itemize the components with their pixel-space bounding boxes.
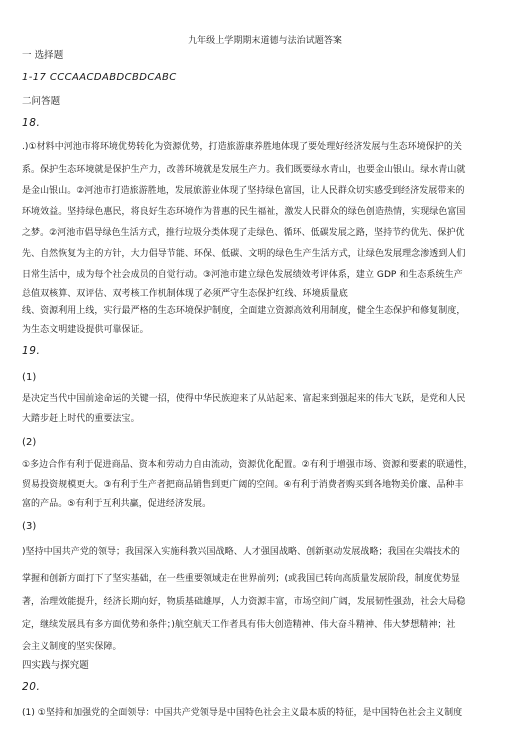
answer-20-line: (1) ①坚持和加强党的全面领导：中国共产党领导是中国特色社会主义最本质的特征，是中国特色社会主义制度 xyxy=(22,708,463,718)
question-number-19: 19. xyxy=(22,345,41,357)
section-heading-qa: 二问答题 xyxy=(22,96,61,107)
section-heading-choice: 一 选择题 xyxy=(22,50,64,61)
answer-18-line: 总值双核算、双评估、双考核工作机制体现了必须严守生态保护红线、环境质量底 xyxy=(22,289,348,299)
answer-18-line: .)①材料中河池市将环境优势转化为资源优势，打造旅游康养胜地体现了要处理好经济发展与生态环境保护的关 xyxy=(22,142,462,152)
sub-question-1: (1) xyxy=(22,372,37,383)
section-heading-practice: 四实践与探究题 xyxy=(22,660,89,671)
answer-19-line: 贸易投资规模更大。③有利于生产者把商品销售到更广阔的空间。④有利于消费者购买到各地物美价廉、品种丰 xyxy=(22,480,464,490)
answer-18-line: 之梦。②河池市倡导绿色生活方式，推行垃圾分类体现了走绿色、循环、低碳发展之路，坚持节约优先、保护优 xyxy=(22,228,465,238)
sub-question-2: (2) xyxy=(22,437,37,448)
choice-answers: 1-17 CCCAACDABDCBDCABC xyxy=(22,72,177,83)
answer-18-line: 系。保护生态环境就是保护生产力，改善环境就是发展生产力。我们既要绿水青山，也要金山银山。绿水青山就 xyxy=(22,165,466,175)
answer-19-line: ①多边合作有利于促进商品、资本和劳动力自由流动，资源优化配置。②有利于增强市场、资源和要素的联通性， xyxy=(22,460,473,470)
answer-19-line: 著，治理效能提升，经济长期向好，物质基础雄厚，人力资源丰富，市场空间广阔，发展韧性强劲，社会大局稳 xyxy=(22,597,466,607)
answer-18-line: 为生态文明建设提供可靠保证。 xyxy=(22,325,149,335)
page-title: 九年级上学期期末道德与法治试题答案 xyxy=(188,36,342,46)
answer-19-line: 富的产品。⑤有利于互利共赢，促进经济发展。 xyxy=(22,499,212,509)
sub-question-3: (3) xyxy=(22,521,37,532)
answer-18-line: 线、资源利用上线，实行最严格的生态环境保护制度，全面建立资源高效利用制度，健全生态保护和修复制度， xyxy=(22,306,466,316)
answer-18-line: 先、自然恢复为主的方针，大力倡导节能、环保、低碳、文明的绿色生产生活方式，让绿色发展理念渗透到人们 xyxy=(22,249,466,259)
answer-19-line: 会主义制度的坚实保障。 xyxy=(22,642,122,652)
question-number-20: 20. xyxy=(22,681,41,693)
answer-19-line: 大踏步赶上时代的重要法宝。 xyxy=(22,414,140,424)
answer-19-line: )坚持中国共产党的领导；我国深入实施科教兴国战略、人才强国战略、创新驱动发展战略；我国在尖端技术的 xyxy=(22,547,460,557)
question-number-18: 18. xyxy=(22,117,41,129)
answer-19-line: 定，继续发展具有多方面优势和条件；)航空航天工作者具有伟大创造精神、伟大奋斗精神、伟大梦想精神；社 xyxy=(22,620,456,630)
answer-18-line: 是金山银山。②河池市打造旅游胜地，发展旅游业体现了坚持绿色富国，让人民群众切实感受到经济发展带来的 xyxy=(22,186,465,196)
answer-18-line: 环境效益。坚持绿色惠民，将良好生态环境作为普惠的民生福祉，激发人民群众的绿色创造热情，实现绿色富国 xyxy=(22,207,466,217)
answer-18-line: 日常生活中，成为每个社会成员的自觉行动。③河池市建立绿色发展绩效考评体系，建立 GDP 和生态系统生产 xyxy=(22,270,463,280)
answer-19-line: 是决定当代中国前途命运的关键一招，使得中华民族迎来了从站起来、富起来到强起来的伟大飞跃，是党和人民 xyxy=(22,394,466,404)
answer-19-line: 掌握和创新方面打下了坚实基础，在一些重要领域走在世界前列；(或我国已转向高质量发展阶段，制度优势显 xyxy=(22,574,460,584)
